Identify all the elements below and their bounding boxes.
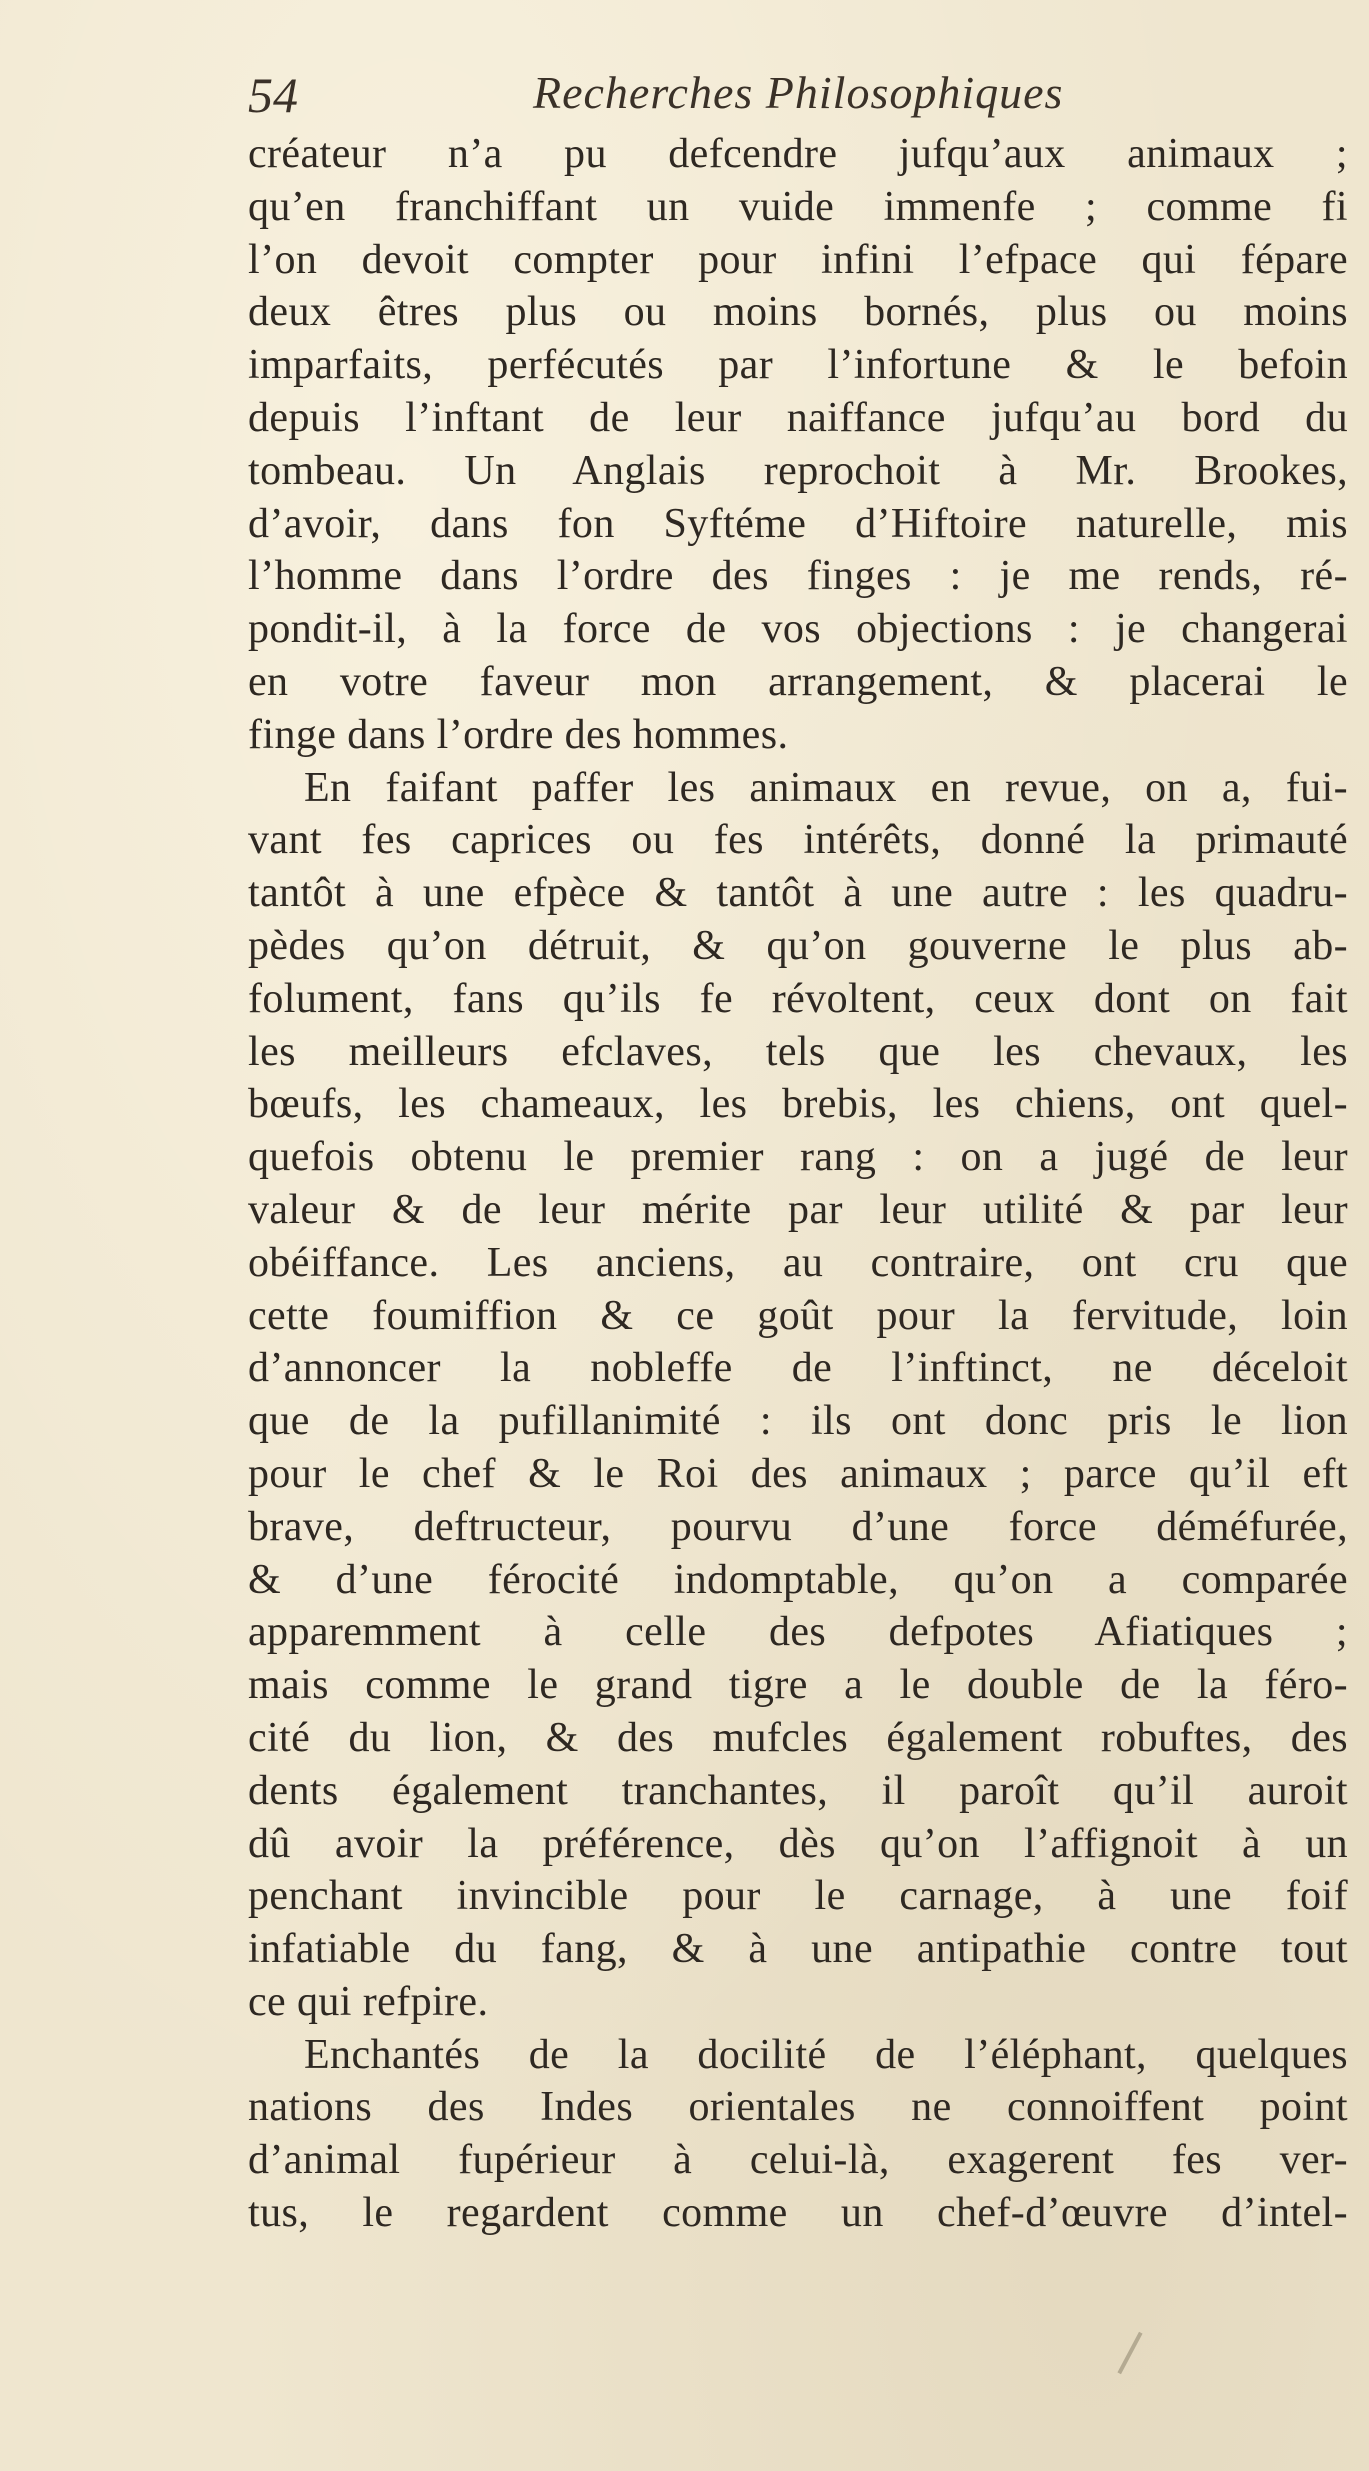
text-line: d’annoncer la nobleffe de l’inftinct, ne déceloit xyxy=(248,1345,1348,1392)
text-line: vant fes caprices ou fes intérêts, donné la primauté xyxy=(248,817,1348,864)
text-line: qu’en franchiffant un vuide immenfe ; comme fi xyxy=(248,183,1348,230)
body-text xyxy=(248,128,1348,2240)
text-line: finge dans l’ordre des hommes. xyxy=(248,711,789,758)
text-line: apparemment à celle des defpotes Afiatiques ; xyxy=(248,1609,1348,1656)
text-line: infatiable du fang, & à une antipathie contre tout xyxy=(248,1926,1348,1973)
text-line: en votre faveur mon arrangement, & placerai le xyxy=(248,658,1348,705)
text-line: tus, le regardent comme un chef-d’œuvre d’intel- xyxy=(248,2190,1348,2237)
text-line: pèdes qu’on détruit, & qu’on gouverne le plus ab- xyxy=(248,922,1348,969)
text-line: & d’une férocité indomptable, qu’on a comparée xyxy=(248,1556,1348,1603)
text-line: valeur & de leur mérite par leur utilité & par leur xyxy=(248,1186,1348,1233)
text-line: l’homme dans l’ordre des finges : je me rends, ré- xyxy=(248,553,1348,600)
text-line: cité du lion, & des mufcles également robuftes, des xyxy=(248,1714,1348,1761)
text-line: quefois obtenu le premier rang : on a jugé de leur xyxy=(248,1134,1348,1181)
text-line: deux êtres plus ou moins bornés, plus ou moins xyxy=(248,289,1348,336)
text-line: depuis l’inftant de leur naiffance jufqu’au bord du xyxy=(248,394,1348,441)
text-line: brave, deftructeur, pourvu d’une force déméfurée, xyxy=(248,1503,1348,1550)
text-line: les meilleurs efclaves, tels que les chevaux, les xyxy=(248,1028,1348,1075)
text-line: l’on devoit compter pour infini l’efpace qui fépare xyxy=(248,236,1348,283)
text-line: d’animal fupérieur à celui-là, exagerent fes ver- xyxy=(248,2137,1348,2184)
text-line: dents également tranchantes, il paroît qu’il auroit xyxy=(248,1767,1348,1814)
text-line: nations des Indes orientales ne connoiffent point xyxy=(248,2084,1348,2131)
margin-pen-mark xyxy=(1117,2332,1142,2374)
page-header xyxy=(248,62,1248,134)
text-line: mais comme le grand tigre a le double de la féro- xyxy=(248,1662,1348,1709)
paragraph-start-line: Enchantés de la docilité de l’éléphant, quelques xyxy=(304,2031,1348,2078)
text-line: imparfaits, perfécutés par l’infortune & le befoin xyxy=(248,342,1348,389)
text-line: folument, fans qu’ils fe révoltent, ceux dont on fait xyxy=(248,975,1348,1022)
running-title: Recherches Philosophiques xyxy=(533,67,1064,118)
text-line: créateur n’a pu defcendre jufqu’aux animaux ; xyxy=(248,131,1348,177)
text-line: pour le chef & le Roi des animaux ; parce qu’il eft xyxy=(248,1450,1348,1497)
text-line: cette foumiffion & ce goût pour la fervitude, loin xyxy=(248,1292,1348,1339)
paragraph-start-line: En faifant paffer les animaux en revue, on a, fui- xyxy=(304,764,1348,811)
text-line: tombeau. Un Anglais reprochoit à Mr. Brookes, xyxy=(248,447,1348,494)
text-line: bœufs, les chameaux, les brebis, les chiens, ont quel- xyxy=(248,1081,1348,1128)
text-line: obéiffance. Les anciens, au contraire, ont cru que xyxy=(248,1239,1348,1286)
text-line: penchant invincible pour le carnage, à une foif xyxy=(248,1873,1348,1920)
text-line: dû avoir la préférence, dès qu’on l’affignoit à un xyxy=(248,1820,1348,1867)
text-line: ce qui refpire. xyxy=(248,1978,489,2025)
text-line: que de la pufillanimité : ils ont donc pris le lion xyxy=(248,1398,1348,1445)
text-line: pondit-il, à la force de vos objections : je changerai xyxy=(248,606,1348,653)
page-number: 54 xyxy=(248,67,298,123)
text-line: tantôt à une efpèce & tantôt à une autre : les quadru- xyxy=(248,870,1348,917)
text-line: d’avoir, dans fon Syftéme d’Hiftoire naturelle, mis xyxy=(248,500,1348,547)
